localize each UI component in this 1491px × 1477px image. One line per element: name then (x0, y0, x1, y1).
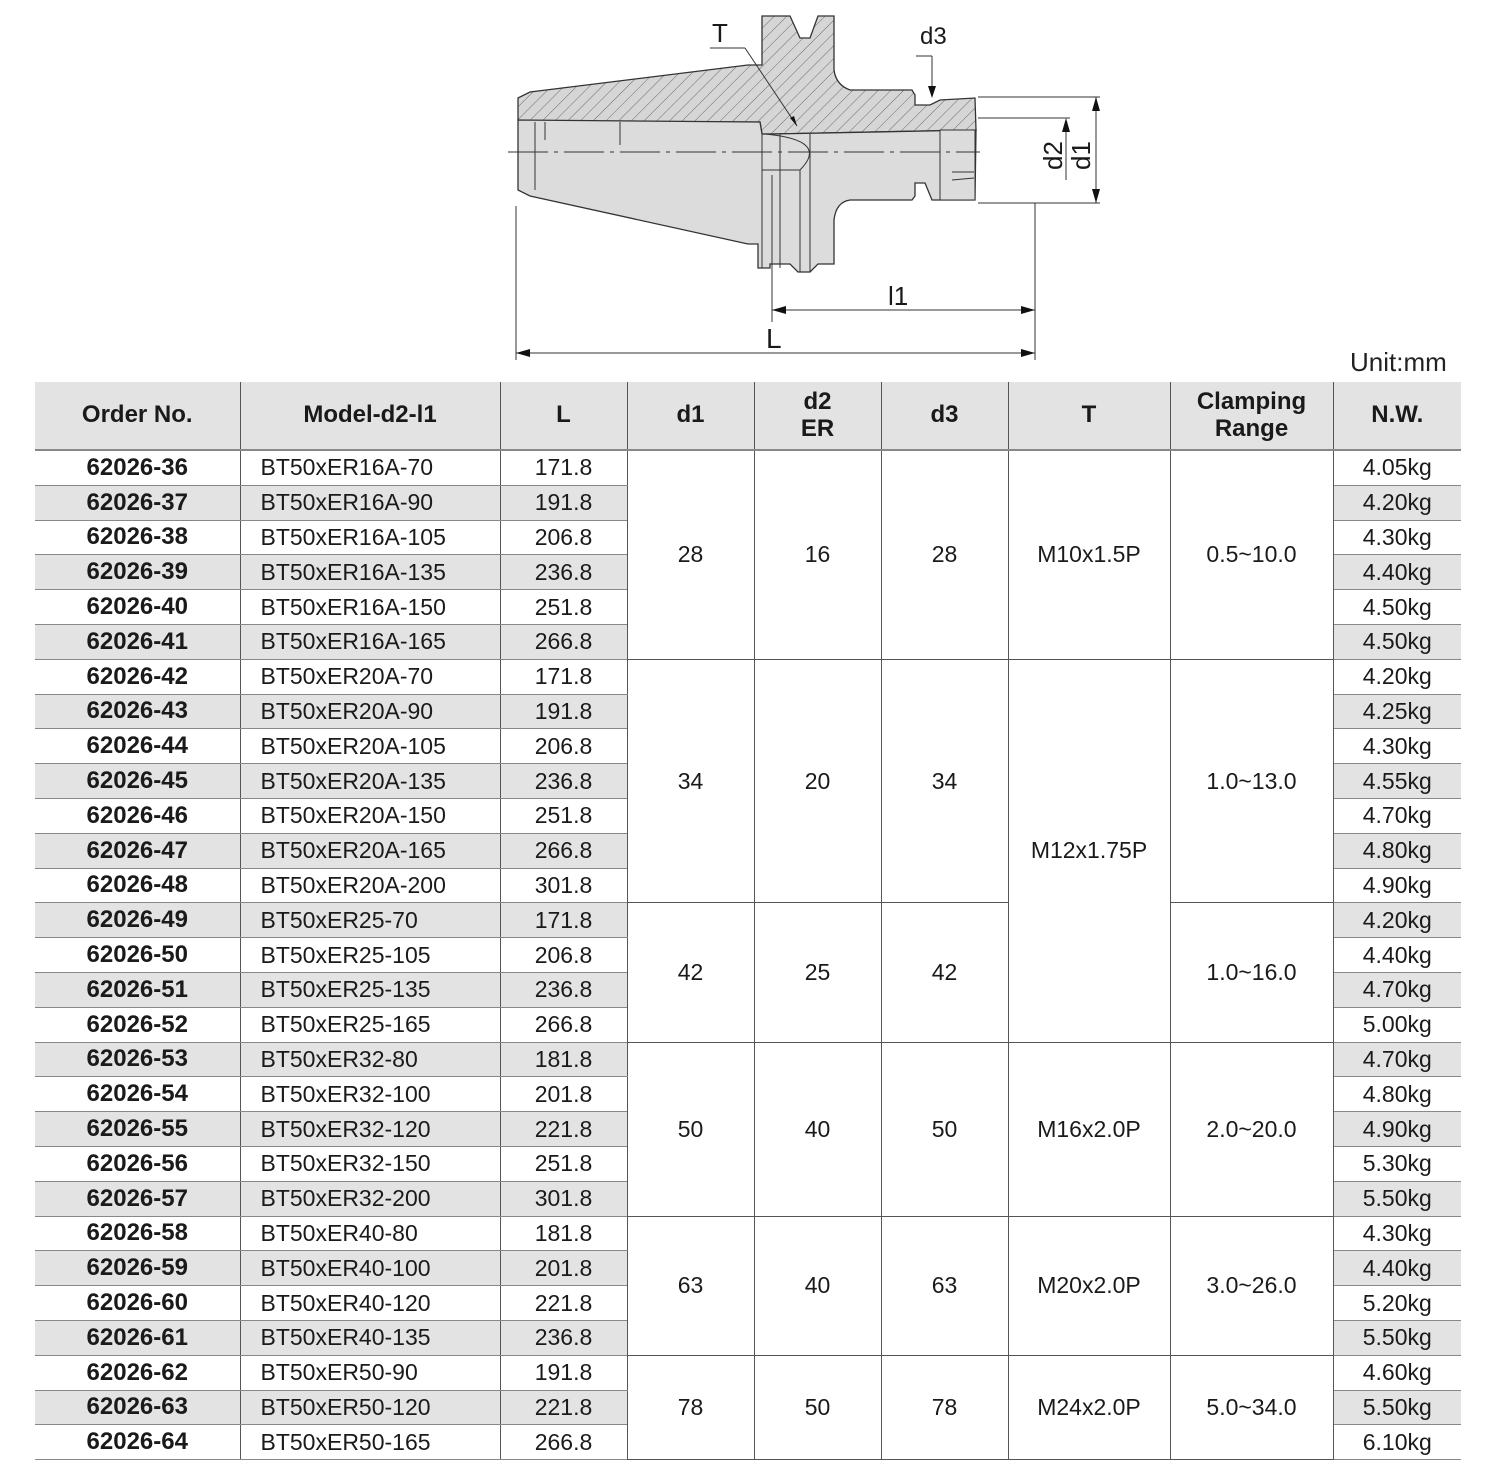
net-weight-cell: 4.50kg (1333, 590, 1461, 625)
order-no-cell: 62026-44 (35, 729, 240, 764)
order-no-cell: 62026-53 (35, 1042, 240, 1077)
tool-holder-drawing (500, 10, 1100, 370)
header-order-no: Order No. (35, 382, 240, 450)
header-d2-line1: d2 (803, 388, 832, 416)
model-cell: BT50xER50-90 (240, 1355, 500, 1390)
net-weight-cell: 4.90kg (1333, 1112, 1461, 1147)
d1-cell: 50 (627, 1042, 754, 1216)
label-d2: d2 (1038, 141, 1068, 170)
order-no-cell: 62026-39 (35, 555, 240, 590)
spec-table (35, 382, 1461, 1460)
length-cell: 191.8 (500, 485, 627, 520)
net-weight-cell: 4.25kg (1333, 694, 1461, 729)
model-cell: BT50xER25-105 (240, 938, 500, 973)
header-model: Model-d2-l1 (240, 382, 500, 450)
order-no-cell: 62026-37 (35, 485, 240, 520)
order-no-cell: 62026-38 (35, 520, 240, 555)
model-cell: BT50xER40-80 (240, 1216, 500, 1251)
net-weight-cell: 4.40kg (1333, 938, 1461, 973)
order-no-cell: 62026-50 (35, 938, 240, 973)
label-d1: d1 (1066, 141, 1096, 170)
d1-cell: 34 (627, 659, 754, 903)
length-cell: 221.8 (500, 1390, 627, 1425)
d1-d2-dimensions (978, 97, 1100, 203)
order-no-cell: 62026-64 (35, 1425, 240, 1460)
order-no-cell: 62026-49 (35, 903, 240, 938)
header-d2-line2: ER (800, 414, 835, 442)
table-row (35, 659, 1461, 694)
d1-cell: 28 (627, 450, 754, 659)
d2-cell: 40 (754, 1042, 881, 1216)
order-no-cell: 62026-57 (35, 1181, 240, 1216)
net-weight-cell: 4.80kg (1333, 1077, 1461, 1112)
model-cell: BT50xER32-150 (240, 1146, 500, 1181)
net-weight-cell: 4.05kg (1333, 450, 1461, 485)
length-cell: 251.8 (500, 590, 627, 625)
net-weight-cell: 4.50kg (1333, 624, 1461, 659)
length-cell: 251.8 (500, 798, 627, 833)
order-no-cell: 62026-51 (35, 972, 240, 1007)
length-cell: 191.8 (500, 1355, 627, 1390)
d1-cell: 78 (627, 1355, 754, 1459)
model-cell: BT50xER20A-70 (240, 659, 500, 694)
order-no-cell: 62026-56 (35, 1146, 240, 1181)
length-cell: 171.8 (500, 659, 627, 694)
d2-cell: 50 (754, 1355, 881, 1459)
length-cell: 236.8 (500, 764, 627, 799)
net-weight-cell: 4.20kg (1333, 903, 1461, 938)
net-weight-cell: 4.90kg (1333, 868, 1461, 903)
net-weight-cell: 4.55kg (1333, 764, 1461, 799)
net-weight-cell: 4.30kg (1333, 1216, 1461, 1251)
header-L: L (500, 382, 627, 450)
model-cell: BT50xER20A-200 (240, 868, 500, 903)
table-row (35, 1042, 1461, 1077)
length-cell: 266.8 (500, 833, 627, 868)
table-row (35, 1216, 1461, 1251)
clamping-range-cell: 1.0~16.0 (1170, 903, 1333, 1042)
model-cell: BT50xER16A-150 (240, 590, 500, 625)
header-nw: N.W. (1333, 382, 1461, 450)
length-cell: 266.8 (500, 1007, 627, 1042)
order-no-cell: 62026-55 (35, 1112, 240, 1147)
section-upper-half (518, 16, 976, 134)
net-weight-cell: 6.10kg (1333, 1425, 1461, 1460)
length-cell: 251.8 (500, 1146, 627, 1181)
thread-cell: M24x2.0P (1008, 1355, 1170, 1459)
order-no-cell: 62026-63 (35, 1390, 240, 1425)
length-cell: 181.8 (500, 1042, 627, 1077)
model-cell: BT50xER20A-90 (240, 694, 500, 729)
net-weight-cell: 5.20kg (1333, 1286, 1461, 1321)
length-cell: 266.8 (500, 1425, 627, 1460)
net-weight-cell: 4.30kg (1333, 520, 1461, 555)
length-cell: 206.8 (500, 520, 627, 555)
model-cell: BT50xER25-70 (240, 903, 500, 938)
length-cell: 171.8 (500, 903, 627, 938)
net-weight-cell: 4.70kg (1333, 972, 1461, 1007)
length-cell: 266.8 (500, 624, 627, 659)
net-weight-cell: 5.50kg (1333, 1181, 1461, 1216)
length-cell: 191.8 (500, 694, 627, 729)
model-cell: BT50xER25-135 (240, 972, 500, 1007)
order-no-cell: 62026-48 (35, 868, 240, 903)
header-d3: d3 (881, 382, 1008, 450)
table-row (35, 1355, 1461, 1390)
d3-cell: 63 (881, 1216, 1008, 1355)
order-no-cell: 62026-54 (35, 1077, 240, 1112)
clamping-range-cell: 1.0~13.0 (1170, 659, 1333, 903)
header-clamping-line2: Range (1214, 414, 1289, 442)
thread-cell: M16x2.0P (1008, 1042, 1170, 1216)
d2-cell: 40 (754, 1216, 881, 1355)
net-weight-cell: 5.30kg (1333, 1146, 1461, 1181)
net-weight-cell: 4.40kg (1333, 555, 1461, 590)
net-weight-cell: 4.20kg (1333, 659, 1461, 694)
order-no-cell: 62026-41 (35, 624, 240, 659)
model-cell: BT50xER16A-105 (240, 520, 500, 555)
order-no-cell: 62026-60 (35, 1286, 240, 1321)
model-cell: BT50xER32-200 (240, 1181, 500, 1216)
length-cell: 236.8 (500, 555, 627, 590)
net-weight-cell: 4.70kg (1333, 1042, 1461, 1077)
order-no-cell: 62026-52 (35, 1007, 240, 1042)
header-d1: d1 (627, 382, 754, 450)
d3-leader (916, 23, 947, 98)
order-no-cell: 62026-36 (35, 450, 240, 485)
length-cell: 221.8 (500, 1286, 627, 1321)
length-cell: 221.8 (500, 1112, 627, 1147)
order-no-cell: 62026-47 (35, 833, 240, 868)
net-weight-cell: 5.00kg (1333, 1007, 1461, 1042)
header-T: T (1008, 382, 1170, 450)
table-body (35, 450, 1461, 1460)
order-no-cell: 62026-58 (35, 1216, 240, 1251)
length-cell: 301.8 (500, 1181, 627, 1216)
thread-cell: M12x1.75P (1008, 659, 1170, 1042)
length-cell: 171.8 (500, 450, 627, 485)
net-weight-cell: 5.50kg (1333, 1390, 1461, 1425)
order-no-cell: 62026-46 (35, 798, 240, 833)
order-no-cell: 62026-45 (35, 764, 240, 799)
order-no-cell: 62026-61 (35, 1320, 240, 1355)
label-d3: d3 (920, 23, 947, 50)
model-cell: BT50xER40-120 (240, 1286, 500, 1321)
net-weight-cell: 4.40kg (1333, 1251, 1461, 1286)
model-cell: BT50xER40-135 (240, 1320, 500, 1355)
length-cell: 201.8 (500, 1251, 627, 1286)
net-weight-cell: 4.70kg (1333, 798, 1461, 833)
table-row (35, 903, 1461, 938)
net-weight-cell: 4.80kg (1333, 833, 1461, 868)
clamping-range-cell: 0.5~10.0 (1170, 450, 1333, 659)
d3-cell: 50 (881, 1042, 1008, 1216)
length-cell: 206.8 (500, 729, 627, 764)
order-no-cell: 62026-40 (35, 590, 240, 625)
clamping-range-cell: 3.0~26.0 (1170, 1216, 1333, 1355)
order-no-cell: 62026-62 (35, 1355, 240, 1390)
model-cell: BT50xER16A-135 (240, 555, 500, 590)
net-weight-cell: 4.60kg (1333, 1355, 1461, 1390)
d2-cell: 16 (754, 450, 881, 659)
model-cell: BT50xER50-120 (240, 1390, 500, 1425)
model-cell: BT50xER20A-165 (240, 833, 500, 868)
d1-cell: 42 (627, 903, 754, 1042)
model-cell: BT50xER40-100 (240, 1251, 500, 1286)
model-cell: BT50xER20A-150 (240, 798, 500, 833)
model-cell: BT50xER16A-165 (240, 624, 500, 659)
length-cell: 181.8 (500, 1216, 627, 1251)
header-clamping-line1: Clamping (1196, 388, 1307, 416)
model-cell: BT50xER16A-70 (240, 450, 500, 485)
order-no-cell: 62026-59 (35, 1251, 240, 1286)
header-clamping-range (1170, 382, 1333, 450)
length-cell: 236.8 (500, 1320, 627, 1355)
length-cell: 201.8 (500, 1077, 627, 1112)
thread-cell: M20x2.0P (1008, 1216, 1170, 1355)
d3-cell: 34 (881, 659, 1008, 903)
order-no-cell: 62026-43 (35, 694, 240, 729)
model-cell: BT50xER32-80 (240, 1042, 500, 1077)
clamping-range-cell: 2.0~20.0 (1170, 1042, 1333, 1216)
net-weight-cell: 5.50kg (1333, 1320, 1461, 1355)
model-cell: BT50xER25-165 (240, 1007, 500, 1042)
net-weight-cell: 4.30kg (1333, 729, 1461, 764)
model-cell: BT50xER20A-135 (240, 764, 500, 799)
model-cell: BT50xER32-120 (240, 1112, 500, 1147)
label-l1: l1 (888, 281, 909, 311)
thread-cell: M10x1.5P (1008, 450, 1170, 659)
d2-cell: 25 (754, 903, 881, 1042)
section-lower-half (518, 120, 976, 272)
d3-cell: 28 (881, 450, 1008, 659)
d1-cell: 63 (627, 1216, 754, 1355)
d2-cell: 20 (754, 659, 881, 903)
label-T: T (712, 18, 728, 48)
length-cell: 301.8 (500, 868, 627, 903)
net-weight-cell: 4.20kg (1333, 485, 1461, 520)
label-L: L (766, 323, 782, 354)
table-row (35, 450, 1461, 485)
order-no-cell: 62026-42 (35, 659, 240, 694)
model-cell: BT50xER20A-105 (240, 729, 500, 764)
d3-cell: 78 (881, 1355, 1008, 1459)
model-cell: BT50xER16A-90 (240, 485, 500, 520)
clamping-range-cell: 5.0~34.0 (1170, 1355, 1333, 1459)
unit-label: Unit:mm (1350, 347, 1447, 377)
model-cell: BT50xER32-100 (240, 1077, 500, 1112)
model-cell: BT50xER50-165 (240, 1425, 500, 1460)
length-cell: 206.8 (500, 938, 627, 973)
header-d2-er (754, 382, 881, 450)
length-cell: 236.8 (500, 972, 627, 1007)
d3-cell: 42 (881, 903, 1008, 1042)
header-row (35, 382, 1461, 450)
